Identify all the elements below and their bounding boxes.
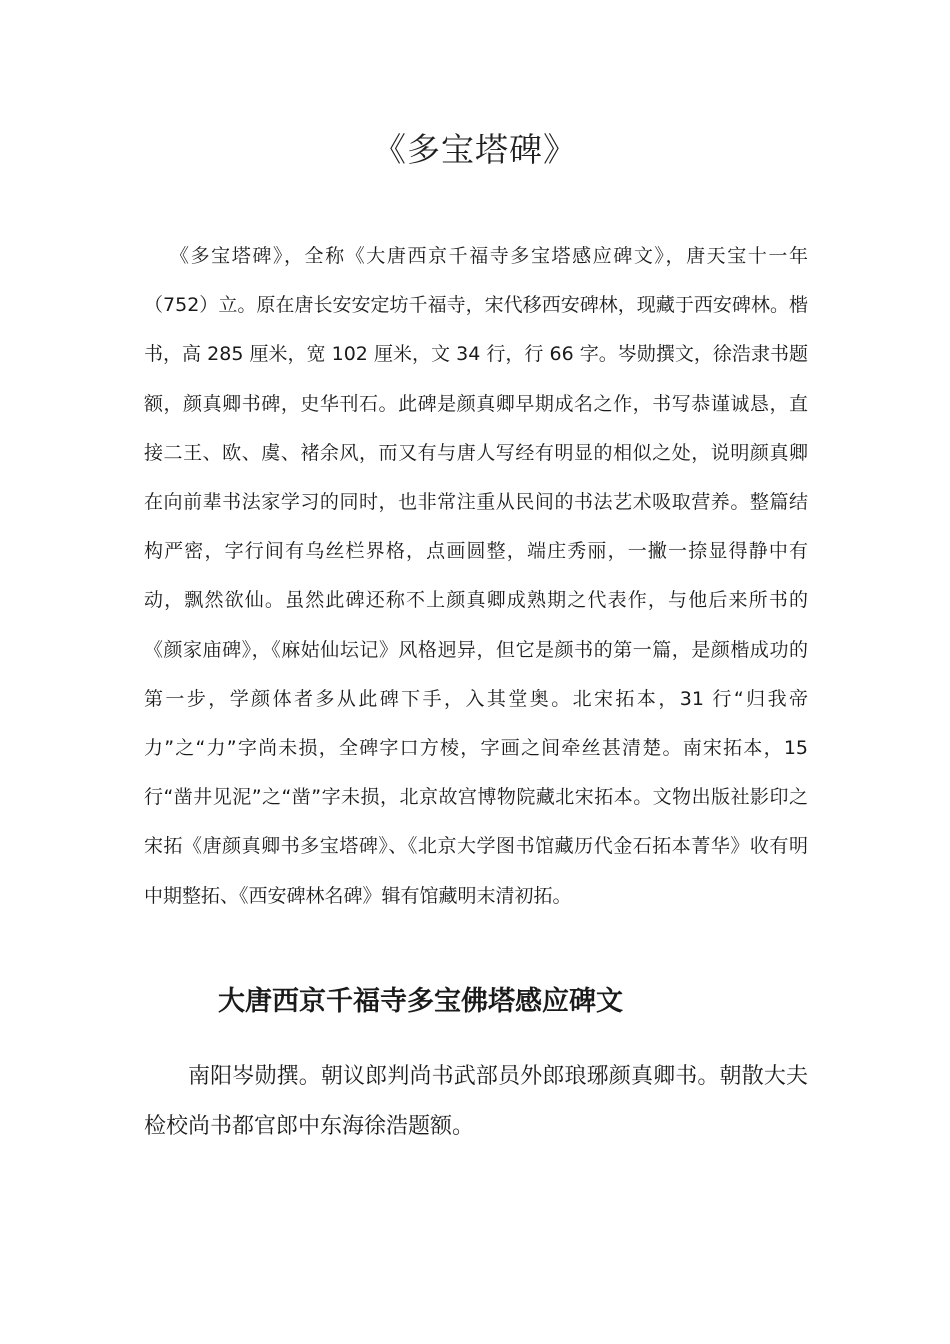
intro-paragraph: 《多宝塔碑》，全称《大唐西京千福寺多宝塔感应碑文》，唐天宝十一年（752）立。原在唐长安安定坊千福寺，宋代移西安碑林，现藏于西安碑林。楷书，高 285 厘米，宽 102 厘米，文 34 行，行 66 字。岑勋撰文，徐浩隶书题额，颜真卿书碑，史华刊石。此碑是颜真卿早期成名之作，书写恭谨诚恳，直接二王、欧、虞、褚余风，而又有与唐人写经有明显的相似之处，说明颜真卿在向前辈书法家学习的同时，也非常注重从民间的书法艺术吸取营养。整篇结构严密，字行间有乌丝栏界格，点画圆整，端庄秀丽，一撇一捺显得静中有动，飘然欲仙。虽然此碑还称不上颜真卿成熟期之代表作，与他后来所书的《颜家庙碑》，《麻姑仙坛记》风格迥异，但它是颜书的第一篇，是颜楷成功的第一步，学颜体者多从此碑下手，入其堂奥。北宋拓本，31 行“归我帝力”之“力”字尚未损，全碑字口方棱，字画之间牵丝甚清楚。南宋拓本，15 行“凿井见泥”之“凿”字未损，北京故宫博物院藏北宋拓本。文物出版社影印之宋拓《唐颜真卿书多宝塔碑》、《北京大学图书馆藏历代金石拓本菁华》收有明中期整拓、《西安碑林名碑》辑有馆藏明末清初拓。: [144, 245, 808, 907]
section-heading: 大唐西京千福寺多宝佛塔感应碑文: [218, 986, 623, 1017]
document-title: 《多宝塔碑》: [373, 130, 577, 169]
section-paragraph: 南阳岑勋撰。朝议郎判尚书武部员外郎琅琊颜真卿书。朝散大夫检校尚书都官郎中东海徐浩题额。: [144, 1064, 808, 1139]
